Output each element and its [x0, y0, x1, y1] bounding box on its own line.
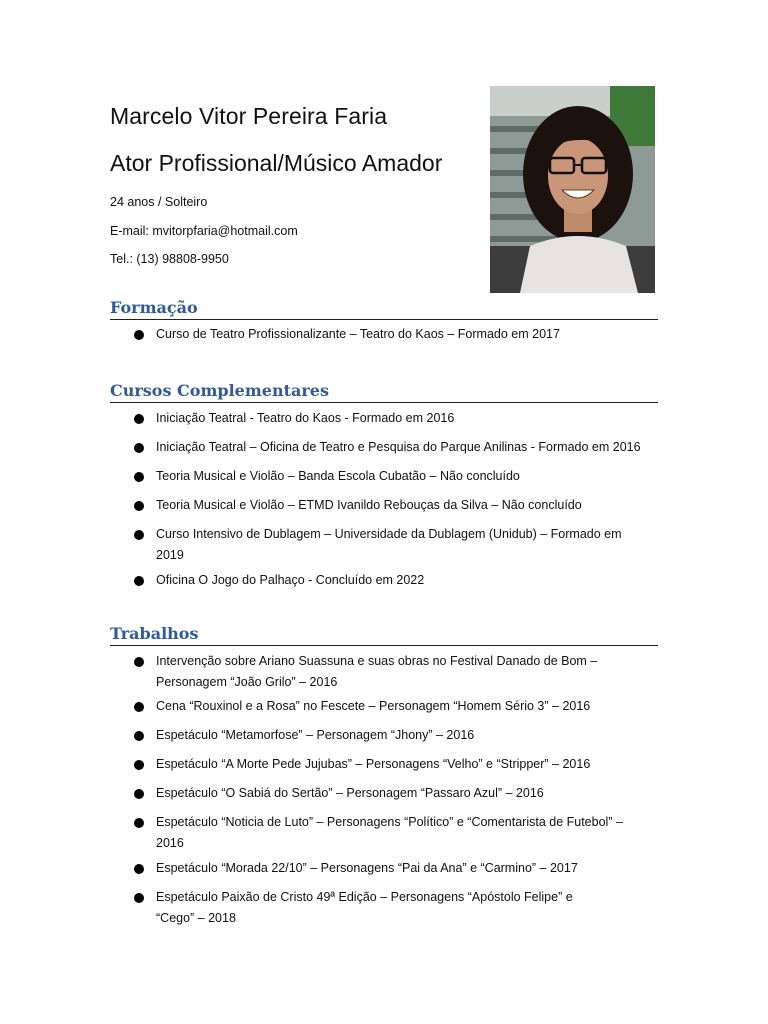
email-text: E-mail: mvitorpfaria@hotmail.com [110, 224, 298, 238]
bullet-icon [134, 576, 144, 586]
bullet-icon [134, 864, 144, 874]
bullet-icon [134, 702, 144, 712]
age-status: 24 anos / Solteiro [110, 195, 208, 209]
list-item: Cena “Rouxinol e a Rosa” no Fescete – Personagem “Homem Sério 3” – 2016 [110, 696, 670, 717]
trabalhos-list [110, 651, 670, 928]
list-item: Teoria Musical e Violão – ETMD Ivanildo Rebouças da Silva – Não concluído [110, 495, 670, 516]
list-item: Espetáculo “Noticia de Luto” – Personagens “Político” e “Comentarista de Futebol” – 2016 [110, 812, 670, 853]
section-title-trabalhos: Trabalhos [110, 624, 658, 646]
list-item: Espetáculo “Morada 22/10” – Personagens “Pai da Ana” e “Carmino” – 2017 [110, 858, 670, 879]
bullet-icon [134, 893, 144, 903]
bullet-icon [134, 530, 144, 540]
list-item: Teoria Musical e Violão – Banda Escola Cubatão – Não concluído [110, 466, 670, 487]
section-title-formacao: Formação [110, 298, 658, 320]
bullet-icon [134, 330, 144, 340]
bullet-icon [134, 443, 144, 453]
candidate-name: Marcelo Vitor Pereira Faria [110, 103, 388, 129]
bullet-icon [134, 789, 144, 799]
list-item: Oficina O Jogo do Palhaço - Concluído em 2022 [110, 570, 670, 591]
formacao-list [110, 324, 670, 345]
bullet-icon [134, 472, 144, 482]
bullet-icon [134, 501, 144, 511]
bullet-icon [134, 731, 144, 741]
candidate-role: Ator Profissional/Músico Amador [110, 150, 443, 176]
section-title-cursos: Cursos Complementares [110, 381, 658, 403]
bullet-icon [134, 414, 144, 424]
list-item: Curso Intensivo de Dublagem – Universidade da Dublagem (Unidub) – Formado em 2019 [110, 524, 670, 565]
list-item: Espetáculo Paixão de Cristo 49ª Edição – Personagens “Apóstolo Felipe” e “Cego” – 2018 [110, 887, 670, 928]
cursos-list [110, 408, 670, 591]
list-item: Intervenção sobre Ariano Suassuna e suas obras no Festival Danado de Bom – Personagem “João Grilo” – 2016 [110, 651, 670, 692]
list-item: Iniciação Teatral – Oficina de Teatro e Pesquisa do Parque Anilinas - Formado em 2016 [110, 437, 670, 458]
list-item: Iniciação Teatral - Teatro do Kaos - Formado em 2016 [110, 408, 670, 429]
list-item: Curso de Teatro Profissionalizante – Teatro do Kaos – Formado em 2017 [110, 324, 670, 345]
list-item: Espetáculo “O Sabiá do Sertão” – Personagem “Passaro Azul” – 2016 [110, 783, 670, 804]
profile-photo [490, 86, 655, 293]
bullet-icon [134, 818, 144, 828]
phone-text: Tel.: (13) 98808-9950 [110, 252, 229, 266]
bullet-icon [134, 760, 144, 770]
list-item: Espetáculo “Metamorfose” – Personagem “Jhony” – 2016 [110, 725, 670, 746]
list-item: Espetáculo “A Morte Pede Jujubas” – Personagens “Velho” e “Stripper” – 2016 [110, 754, 670, 775]
bullet-icon [134, 657, 144, 667]
